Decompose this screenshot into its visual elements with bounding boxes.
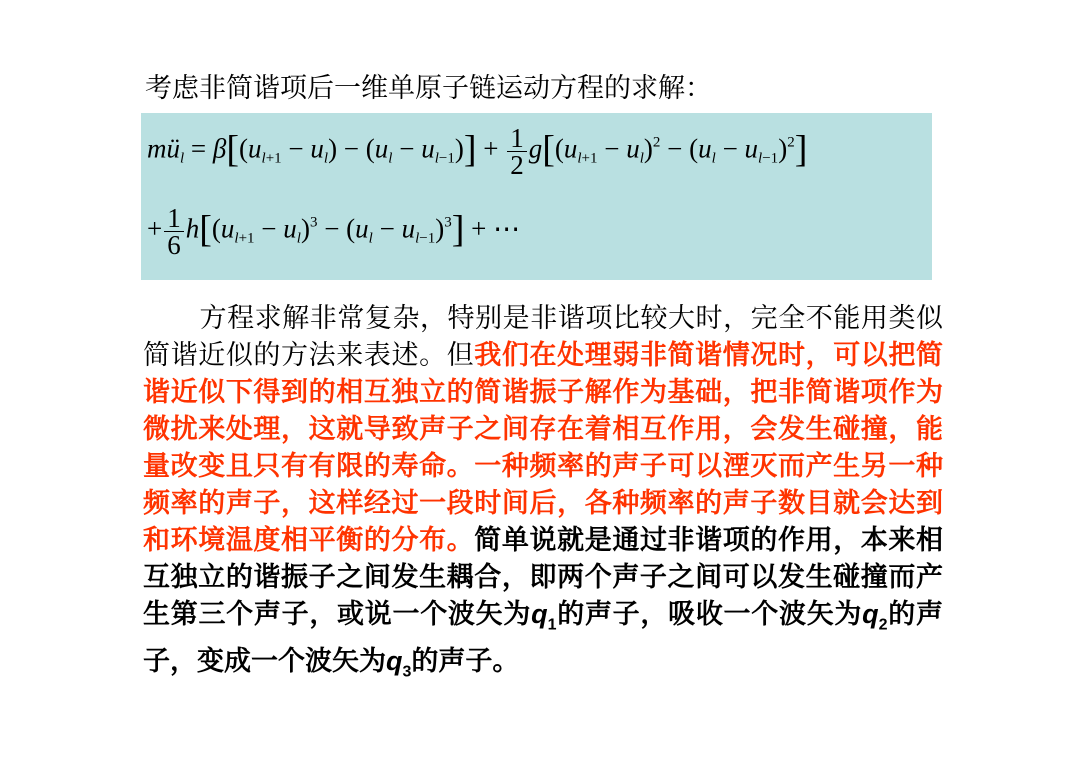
wavevector-q1: $q_1$ — [531, 599, 557, 634]
equation-line-1: $mü_l = \beta[(u_{l+1} - u_l) - (u_l - u_{l-1})]$ + $\frac{1}{2}$ $g[(u_{l+1} - u_l)^2 - (u_l - u_{l-1})^2]$ — [147, 123, 808, 180]
bold-text: 的声子。 — [411, 646, 520, 678]
bold-text: 的声子，变成一个波矢为 — [143, 599, 944, 678]
bold-text: 的声子，吸收一个波矢为 — [556, 599, 863, 630]
equation-line-2: + $\frac{1}{6}$ $h[(u_{l+1} - u_l)^3 - (u_l - u_{l-1})^3]$ + ⋯ — [147, 203, 521, 260]
highlighted-text: 我们在处理弱非简谐情况时，可以把简谐近似下得到的相互独立的简谐振子解作为基础，把非简谐项作为微扰来处理，这就导致声子之间存在着相互作用，会发生碰撞，能量改变且只有有限的寿命。一种频率的声子可以湮灭而产生另一种频率的声子，这样经过一段时间后，各种频率的声子数目就会达到和环境温度相平衡的分布。 — [143, 340, 944, 556]
fraction-numerator: 1 — [507, 125, 527, 152]
wavevector-q3: $q_3$ — [386, 646, 412, 681]
wavevector-q2: $q_2$ — [862, 599, 888, 634]
fraction-one-half — [507, 125, 527, 178]
normal-text: 方程求解非常复杂，特别是非谐项比较大时，完全不能用类似简谐近似的方法来表述。但 — [143, 303, 943, 371]
fraction-denominator: 2 — [510, 150, 524, 180]
fraction-denominator: 6 — [167, 230, 181, 260]
heading: 考虑非简谐项后一维单原子链运动方程的求解： — [145, 73, 712, 104]
bold-text: 简单说就是通过非谐项的作用，本来相互独立的谐振子之间发生耦合，即两个声子之间可以发生碰撞而产生第三个声子，或说一个波矢为 — [143, 525, 944, 630]
equation-box — [141, 113, 932, 280]
fraction-numerator: 1 — [164, 205, 184, 232]
fraction-one-sixth — [164, 205, 184, 258]
body-paragraph — [143, 300, 943, 691]
